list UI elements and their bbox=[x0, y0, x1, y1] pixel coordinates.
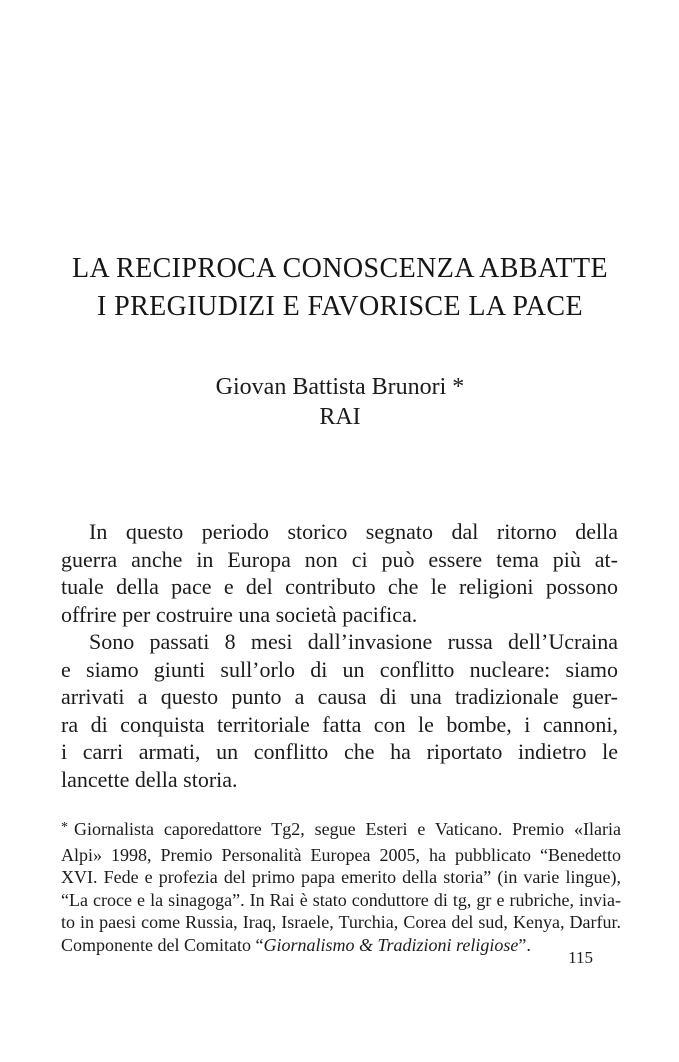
text-line: tuale della pace e del contributo che le religioni possono bbox=[61, 574, 618, 599]
footnote-line: Alpi» 1998, Premio Personalità Europea 2005, ha pubblicato “Benedetto bbox=[61, 844, 621, 865]
footnote bbox=[61, 818, 621, 956]
text-line: ra di conquista territoriale fatta con le bombe, i cannoni, bbox=[61, 711, 618, 737]
committee-name: Giornalismo & Tradizioni religiose bbox=[263, 934, 519, 955]
text-line: Sono passati 8 mesi dall’invasione russa dell’Ucraina bbox=[89, 629, 618, 654]
footnote-line bbox=[61, 818, 621, 844]
paragraph-2 bbox=[61, 628, 618, 793]
footnote-marker: * bbox=[61, 820, 68, 835]
body-text bbox=[61, 518, 618, 793]
footnote-line: XVI. Fede e profezia del primo papa emerito della storia” (in varie lingue), bbox=[61, 867, 621, 887]
page-number: 115 bbox=[568, 948, 593, 967]
author-affiliation: RAI bbox=[319, 404, 361, 430]
article-title-line1: LA RECIPROCA CONOSCENZA ABBATTE bbox=[72, 253, 608, 284]
footnote-text: Componente del Comitato “ bbox=[61, 934, 264, 955]
text-line: offrire per costruire una società pacifica. bbox=[61, 601, 418, 627]
text-line: e siamo giunti sull’orlo di un conflitto nucleare: siamo bbox=[61, 656, 618, 682]
author-name: Giovan Battista Brunori * bbox=[215, 374, 465, 400]
text-line: In questo periodo storico segnato dal ritorno della bbox=[89, 519, 618, 544]
article-title-line2: I PREGIUDIZI E FAVORISCE LA PACE bbox=[97, 291, 583, 322]
text-line: guerra anche in Europa non ci può essere tema più at- bbox=[61, 546, 618, 572]
text-line: i carri armati, un conflitto che ha riportato indietro le bbox=[61, 739, 618, 764]
footnote-text: Giornalista caporedattore Tg2, segue Esteri e Vaticano. Premio «Ilaria bbox=[74, 819, 621, 839]
byline bbox=[50, 372, 630, 432]
paragraph-1 bbox=[61, 518, 618, 628]
text-line: lancette della storia. bbox=[61, 766, 238, 792]
footnote-text: ”. bbox=[518, 934, 531, 955]
footnote-line: to in paesi come Russia, Iraq, Israele, Turchia, Corea del sud, Kenya, Darfur. bbox=[61, 912, 621, 932]
text-line: arrivati a questo punto a causa di una tradizionale guer- bbox=[61, 684, 618, 709]
footnote-line bbox=[61, 934, 621, 957]
footnote-line: “La croce e la sinagoga”. In Rai è stato conduttore di tg, gr e rubriche, invia- bbox=[61, 889, 621, 910]
article-title bbox=[50, 250, 630, 326]
